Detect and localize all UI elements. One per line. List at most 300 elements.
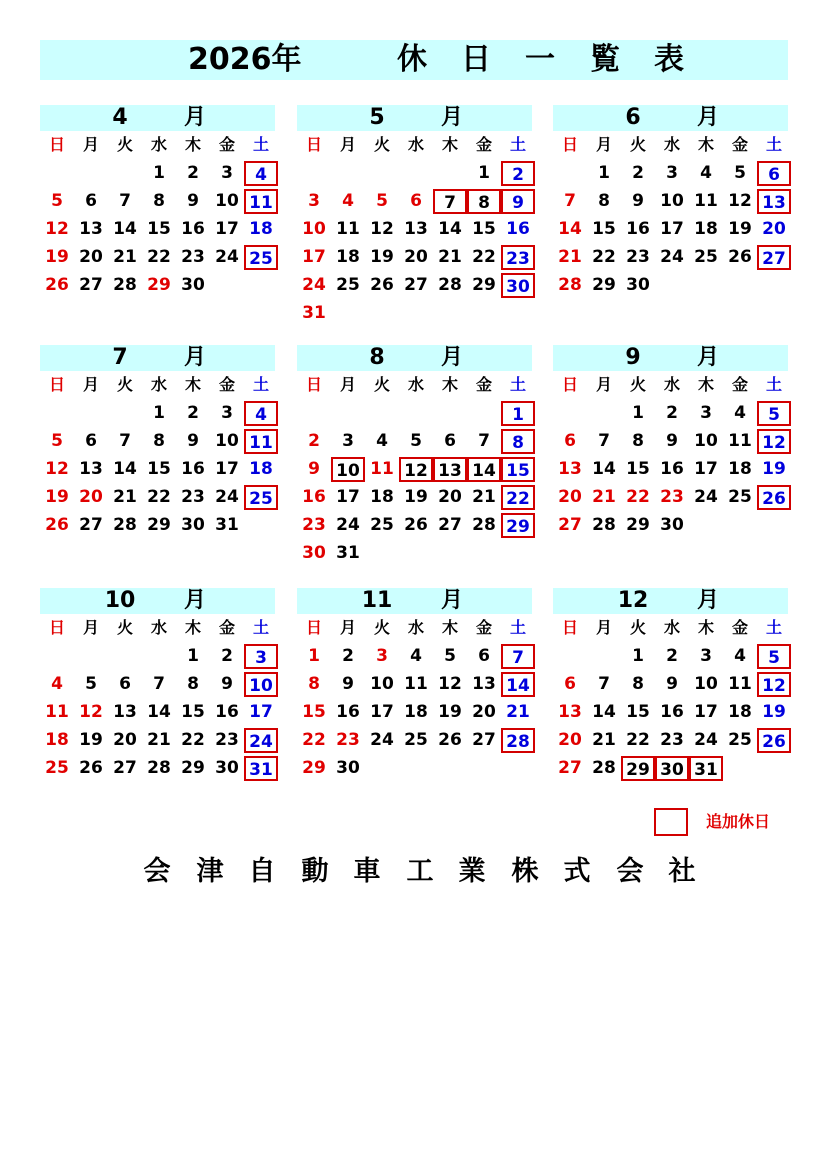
month-header [553,105,788,131]
weekday-header: 土 [765,135,782,154]
day-cell: 23 [660,487,684,507]
day-cell: 22 [626,730,650,750]
weekday-header: 火 [373,375,390,394]
day-cell: 29 [181,758,205,778]
day-cell: 21 [113,247,137,267]
day-cell: 31 [302,303,326,323]
day-cell: 20 [79,247,103,267]
weekday-header: 火 [629,135,646,154]
day-cell: 25 [336,275,360,295]
weekday-header: 月 [82,375,99,394]
day-cell: 16 [506,219,530,239]
holiday-day-cell: 23 [501,245,535,270]
day-cell: 19 [728,219,752,239]
day-cell: 6 [564,674,576,694]
weekday-header: 火 [629,618,646,637]
day-cell: 9 [666,431,678,451]
day-cell: 6 [119,674,131,694]
month-number: 5 [369,105,385,130]
day-cell: 18 [249,459,273,479]
day-cell: 23 [660,730,684,750]
holiday-day-cell: 7 [433,189,467,214]
day-cell: 14 [438,219,462,239]
title-char: 日 [461,42,491,77]
month-suffix: 月 [440,105,463,130]
day-cell: 26 [79,758,103,778]
day-cell: 17 [660,219,684,239]
weekday-header: 金 [218,375,235,394]
day-cell: 9 [187,431,199,451]
day-cell: 15 [592,219,616,239]
day-cell: 8 [153,191,165,211]
day-cell: 11 [336,219,360,239]
day-cell: 23 [336,730,360,750]
day-cell: 23 [626,247,650,267]
day-cell: 21 [147,730,171,750]
day-cell: 14 [113,459,137,479]
holiday-day-cell: 14 [501,672,535,697]
day-cell: 17 [215,219,239,239]
day-cell: 18 [336,247,360,267]
day-cell: 3 [221,163,233,183]
month-header [553,588,788,614]
day-cell: 29 [592,275,616,295]
day-cell: 1 [632,646,644,666]
day-cell: 27 [558,758,582,778]
day-cell: 28 [113,515,137,535]
weekday-header: 月 [595,135,612,154]
legend-swatch [654,808,688,836]
day-cell: 4 [376,431,388,451]
day-cell: 8 [632,431,644,451]
day-cell: 14 [113,219,137,239]
holiday-day-cell: 4 [244,161,278,186]
holiday-day-cell: 5 [757,401,791,426]
day-cell: 17 [370,702,394,722]
month-number: 12 [617,588,649,613]
day-cell: 2 [666,646,678,666]
day-cell: 29 [147,515,171,535]
day-cell: 9 [342,674,354,694]
day-cell: 29 [472,275,496,295]
day-cell: 9 [666,674,678,694]
holiday-day-cell: 30 [501,273,535,298]
day-cell: 30 [302,543,326,563]
day-cell: 10 [660,191,684,211]
day-cell: 16 [336,702,360,722]
holiday-day-cell: 31 [244,756,278,781]
day-cell: 28 [438,275,462,295]
day-cell: 25 [728,487,752,507]
day-cell: 9 [632,191,644,211]
weekday-header: 水 [150,618,167,637]
weekday-header: 月 [339,375,356,394]
month-block [40,588,275,808]
day-cell: 21 [592,730,616,750]
month-number: 10 [104,588,136,613]
weekday-header: 木 [441,135,458,154]
weekday-header: 水 [150,375,167,394]
title-char: 覧 [590,42,620,77]
day-cell: 7 [153,674,165,694]
weekday-header: 水 [663,618,680,637]
day-cell: 31 [336,543,360,563]
day-cell: 19 [404,487,428,507]
day-cell: 21 [592,487,616,507]
month-block [40,345,275,565]
day-cell: 2 [342,646,354,666]
holiday-day-cell: 28 [501,728,535,753]
day-cell: 2 [221,646,233,666]
month-header [297,105,532,131]
day-cell: 19 [762,459,786,479]
company-char: 会 [616,856,644,887]
day-cell: 22 [592,247,616,267]
day-cell: 12 [79,702,103,722]
day-cell: 10 [302,219,326,239]
day-cell: 12 [45,459,69,479]
weekday-header: 火 [116,375,133,394]
day-cell: 18 [694,219,718,239]
weekday-header: 土 [252,135,269,154]
company-char: 津 [196,856,224,887]
day-cell: 26 [438,730,462,750]
day-cell: 19 [79,730,103,750]
day-cell: 18 [728,459,752,479]
day-cell: 20 [472,702,496,722]
day-cell: 30 [660,515,684,535]
weekday-header: 金 [731,375,748,394]
weekday-header: 木 [184,618,201,637]
holiday-day-cell: 24 [244,728,278,753]
weekday-header: 土 [765,618,782,637]
holiday-day-cell: 4 [244,401,278,426]
day-cell: 6 [85,431,97,451]
title-year: 2026年 [188,42,302,77]
weekday-header: 水 [407,135,424,154]
day-cell: 25 [694,247,718,267]
title-char: 休 [397,42,427,77]
holiday-day-cell: 12 [757,672,791,697]
holiday-day-cell: 6 [757,161,791,186]
month-number: 4 [112,105,128,130]
day-cell: 30 [181,275,205,295]
month-suffix: 月 [183,105,206,130]
month-suffix: 月 [440,345,463,370]
holiday-day-cell: 7 [501,644,535,669]
day-cell: 17 [336,487,360,507]
day-cell: 11 [404,674,428,694]
day-cell: 28 [592,515,616,535]
weekday-header: 水 [407,618,424,637]
day-cell: 16 [660,702,684,722]
day-cell: 14 [147,702,171,722]
title-char: 表 [654,42,684,77]
month-block [40,105,275,325]
company-char: 動 [301,856,329,887]
day-cell: 26 [404,515,428,535]
day-cell: 5 [51,431,63,451]
day-cell: 18 [249,219,273,239]
day-cell: 7 [478,431,490,451]
day-cell: 25 [728,730,752,750]
holiday-day-cell: 13 [757,189,791,214]
day-cell: 28 [558,275,582,295]
day-cell: 18 [45,730,69,750]
weekday-header: 金 [218,135,235,154]
day-cell: 15 [626,702,650,722]
day-cell: 15 [147,459,171,479]
day-cell: 15 [302,702,326,722]
day-cell: 4 [734,646,746,666]
holiday-day-cell: 15 [501,457,535,482]
day-cell: 1 [478,163,490,183]
day-cell: 23 [302,515,326,535]
day-cell: 28 [472,515,496,535]
weekday-header: 月 [82,135,99,154]
holiday-day-cell: 2 [501,161,535,186]
day-cell: 8 [632,674,644,694]
day-cell: 17 [694,459,718,479]
day-cell: 1 [598,163,610,183]
day-cell: 1 [153,163,165,183]
day-cell: 6 [444,431,456,451]
holiday-day-cell: 27 [757,245,791,270]
day-cell: 24 [302,275,326,295]
holiday-day-cell: 12 [399,457,433,482]
day-cell: 12 [45,219,69,239]
month-header [297,588,532,614]
day-cell: 26 [370,275,394,295]
weekday-header: 金 [731,135,748,154]
holiday-day-cell: 5 [757,644,791,669]
day-cell: 30 [181,515,205,535]
holiday-day-cell: 31 [689,756,723,781]
day-cell: 2 [308,431,320,451]
company-char: 株 [511,856,539,887]
day-cell: 24 [694,730,718,750]
day-cell: 4 [734,403,746,423]
day-cell: 31 [215,515,239,535]
day-cell: 10 [694,431,718,451]
day-cell: 17 [302,247,326,267]
day-cell: 3 [342,431,354,451]
day-cell: 23 [215,730,239,750]
day-cell: 3 [700,646,712,666]
month-block [553,105,788,325]
day-cell: 26 [45,515,69,535]
month-block [297,345,532,565]
month-header [553,345,788,371]
day-cell: 25 [45,758,69,778]
weekday-header: 土 [509,135,526,154]
day-cell: 17 [694,702,718,722]
day-cell: 6 [478,646,490,666]
day-cell: 13 [404,219,428,239]
day-cell: 16 [181,459,205,479]
day-cell: 13 [558,702,582,722]
day-cell: 16 [660,459,684,479]
day-cell: 24 [336,515,360,535]
month-suffix: 月 [183,588,206,613]
day-cell: 10 [370,674,394,694]
day-cell: 8 [598,191,610,211]
day-cell: 27 [472,730,496,750]
month-number: 6 [625,105,641,130]
day-cell: 28 [113,275,137,295]
day-cell: 21 [438,247,462,267]
day-cell: 10 [694,674,718,694]
day-cell: 6 [564,431,576,451]
weekday-header: 土 [509,618,526,637]
day-cell: 30 [336,758,360,778]
weekday-header: 土 [765,375,782,394]
holiday-day-cell: 11 [244,189,278,214]
day-cell: 3 [376,646,388,666]
holiday-day-cell: 25 [244,245,278,270]
month-suffix: 月 [696,105,719,130]
holiday-day-cell: 26 [757,485,791,510]
day-cell: 11 [728,674,752,694]
day-cell: 17 [215,459,239,479]
weekday-header: 火 [116,135,133,154]
day-cell: 28 [592,758,616,778]
day-cell: 10 [215,431,239,451]
weekday-header: 木 [441,375,458,394]
day-cell: 20 [438,487,462,507]
day-cell: 23 [181,487,205,507]
day-cell: 3 [308,191,320,211]
day-cell: 19 [45,487,69,507]
day-cell: 5 [51,191,63,211]
month-header [40,105,275,131]
company-char: 式 [563,856,591,887]
day-cell: 30 [215,758,239,778]
weekday-header: 月 [595,375,612,394]
weekday-header: 日 [561,135,578,154]
company-char: 工 [406,856,434,887]
weekday-header: 日 [561,375,578,394]
day-cell: 23 [181,247,205,267]
company-char: 会 [143,856,171,887]
day-cell: 10 [215,191,239,211]
day-cell: 7 [598,674,610,694]
weekday-header: 日 [48,375,65,394]
holiday-day-cell: 11 [244,429,278,454]
company-char: 自 [248,856,276,887]
day-cell: 14 [592,702,616,722]
day-cell: 24 [694,487,718,507]
month-suffix: 月 [696,345,719,370]
month-suffix: 月 [696,588,719,613]
day-cell: 24 [215,247,239,267]
title-char: 一 [525,42,555,77]
day-cell: 18 [404,702,428,722]
weekday-header: 日 [48,135,65,154]
day-cell: 26 [45,275,69,295]
day-cell: 2 [187,163,199,183]
weekday-header: 土 [509,375,526,394]
day-cell: 15 [472,219,496,239]
day-cell: 13 [558,459,582,479]
day-cell: 5 [85,674,97,694]
day-cell: 15 [181,702,205,722]
weekday-header: 月 [339,135,356,154]
day-cell: 27 [404,275,428,295]
day-cell: 7 [598,431,610,451]
weekday-header: 土 [252,375,269,394]
company-name [0,852,826,892]
day-cell: 11 [728,431,752,451]
day-cell: 27 [79,515,103,535]
day-cell: 19 [45,247,69,267]
day-cell: 22 [181,730,205,750]
day-cell: 11 [694,191,718,211]
day-cell: 2 [666,403,678,423]
day-cell: 25 [404,730,428,750]
weekday-header: 水 [407,375,424,394]
day-cell: 18 [728,702,752,722]
day-cell: 8 [187,674,199,694]
day-cell: 21 [113,487,137,507]
day-cell: 9 [187,191,199,211]
day-cell: 5 [444,646,456,666]
weekday-header: 金 [475,618,492,637]
day-cell: 1 [308,646,320,666]
day-cell: 22 [147,487,171,507]
day-cell: 24 [215,487,239,507]
holiday-day-cell: 8 [467,189,501,214]
month-number: 9 [625,345,641,370]
day-cell: 14 [558,219,582,239]
day-cell: 1 [632,403,644,423]
company-char: 車 [353,856,381,887]
day-cell: 14 [592,459,616,479]
day-cell: 13 [113,702,137,722]
month-header [40,345,275,371]
holiday-day-cell: 13 [433,457,467,482]
day-cell: 27 [438,515,462,535]
weekday-header: 火 [373,135,390,154]
weekday-header: 日 [48,618,65,637]
day-cell: 12 [438,674,462,694]
day-cell: 1 [187,646,199,666]
day-cell: 4 [410,646,422,666]
day-cell: 29 [626,515,650,535]
day-cell: 19 [370,247,394,267]
day-cell: 24 [370,730,394,750]
weekday-header: 月 [82,618,99,637]
day-cell: 9 [308,459,320,479]
day-cell: 21 [558,247,582,267]
day-cell: 16 [302,487,326,507]
day-cell: 9 [221,674,233,694]
day-cell: 26 [728,247,752,267]
day-cell: 16 [626,219,650,239]
day-cell: 22 [147,247,171,267]
day-cell: 20 [404,247,428,267]
day-cell: 24 [660,247,684,267]
day-cell: 18 [370,487,394,507]
weekday-header: 水 [150,135,167,154]
page-title [40,40,788,80]
weekday-header: 日 [305,135,322,154]
weekday-header: 木 [697,135,714,154]
weekday-header: 金 [475,135,492,154]
day-cell: 25 [370,515,394,535]
holiday-day-cell: 29 [501,513,535,538]
day-cell: 5 [734,163,746,183]
